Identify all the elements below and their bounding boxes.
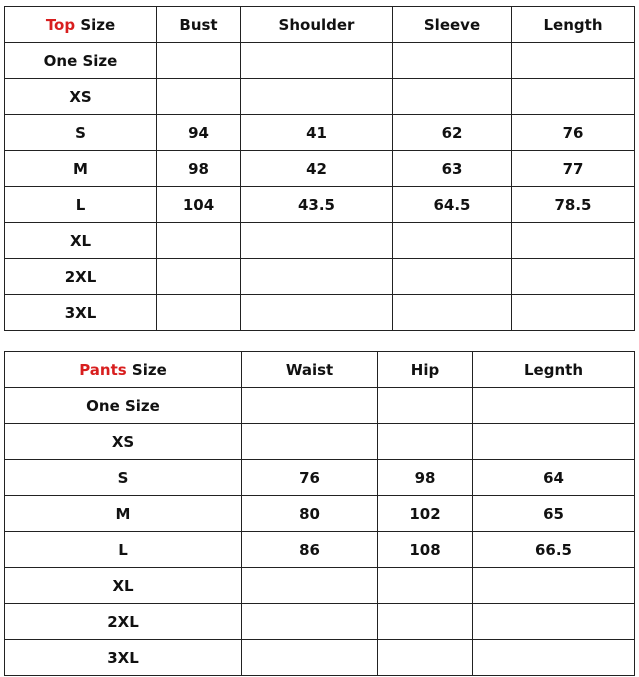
table-cell: 42 [241,151,393,187]
table-cell [512,259,635,295]
header-row [5,7,635,43]
table-row [5,532,635,568]
table-cell: 98 [157,151,241,187]
table-cell [512,43,635,79]
pants-size-table [4,351,635,676]
size-label: One Size [5,43,157,79]
size-label: XS [5,79,157,115]
size-label: M [5,151,157,187]
table-cell [512,79,635,115]
table-cell: 94 [157,115,241,151]
top-size-table [4,6,635,331]
table-row [5,460,635,496]
table-cell: 62 [393,115,512,151]
table-cell [241,79,393,115]
table-cell [512,223,635,259]
table-cell: 64.5 [393,187,512,223]
size-label: 2XL [5,604,242,640]
size-label: S [5,115,157,151]
column-header-shoulder: Shoulder [241,7,393,43]
size-label: One Size [5,388,242,424]
table-cell: 102 [378,496,473,532]
table-row [5,115,635,151]
size-label: M [5,496,242,532]
table-row [5,43,635,79]
table-cell [473,604,635,640]
size-label: 2XL [5,259,157,295]
table-title [5,7,157,43]
size-label: XS [5,424,242,460]
table-row [5,568,635,604]
table-row [5,604,635,640]
table-cell [378,604,473,640]
column-header-length: Length [512,7,635,43]
table-cell [473,568,635,604]
column-header-hip: Hip [378,352,473,388]
title-accent: Top [45,15,76,34]
table-cell: 76 [512,115,635,151]
table-cell [157,259,241,295]
header-row [5,352,635,388]
table-cell: 104 [157,187,241,223]
table-row [5,496,635,532]
table-cell: 65 [473,496,635,532]
table-cell: 76 [242,460,378,496]
title-rest: Size [75,15,116,34]
table-cell [157,295,241,331]
title-accent: Pants [79,360,127,379]
table-row [5,295,635,331]
table-cell [512,295,635,331]
size-label: L [5,187,157,223]
table-cell: 98 [378,460,473,496]
size-label: 3XL [5,295,157,331]
table-cell [393,259,512,295]
table-cell [393,79,512,115]
table-cell [242,568,378,604]
table-cell [473,388,635,424]
column-header-bust: Bust [157,7,241,43]
table-cell [378,388,473,424]
table-row [5,259,635,295]
table-cell [393,295,512,331]
table-cell: 77 [512,151,635,187]
table-cell [393,43,512,79]
title-rest: Size [126,360,167,379]
table-cell: 41 [241,115,393,151]
table-cell [242,424,378,460]
table-row [5,424,635,460]
table-cell [241,43,393,79]
table-cell [241,223,393,259]
size-label: XL [5,223,157,259]
table-cell [157,223,241,259]
table-cell: 108 [378,532,473,568]
table-cell [242,604,378,640]
table-row [5,388,635,424]
table-cell: 43.5 [241,187,393,223]
table-cell [473,424,635,460]
table-cell [242,640,378,676]
table-title [5,352,242,388]
table-cell [242,388,378,424]
table-cell [378,424,473,460]
size-label: 3XL [5,640,242,676]
table-cell: 63 [393,151,512,187]
table-row [5,187,635,223]
table-cell [393,223,512,259]
table-cell [378,568,473,604]
column-header-sleeve: Sleeve [393,7,512,43]
table-cell [157,43,241,79]
table-cell: 66.5 [473,532,635,568]
column-header-waist: Waist [242,352,378,388]
size-label: S [5,460,242,496]
table-row [5,223,635,259]
table-cell [378,640,473,676]
table-row [5,79,635,115]
table-cell [241,259,393,295]
table-cell: 80 [242,496,378,532]
table-cell [473,640,635,676]
table-cell: 86 [242,532,378,568]
table-cell: 64 [473,460,635,496]
table-cell [241,295,393,331]
table-cell: 78.5 [512,187,635,223]
size-label: XL [5,568,242,604]
table-row [5,640,635,676]
table-cell [157,79,241,115]
column-header-length: Legnth [473,352,635,388]
size-label: L [5,532,242,568]
table-row [5,151,635,187]
